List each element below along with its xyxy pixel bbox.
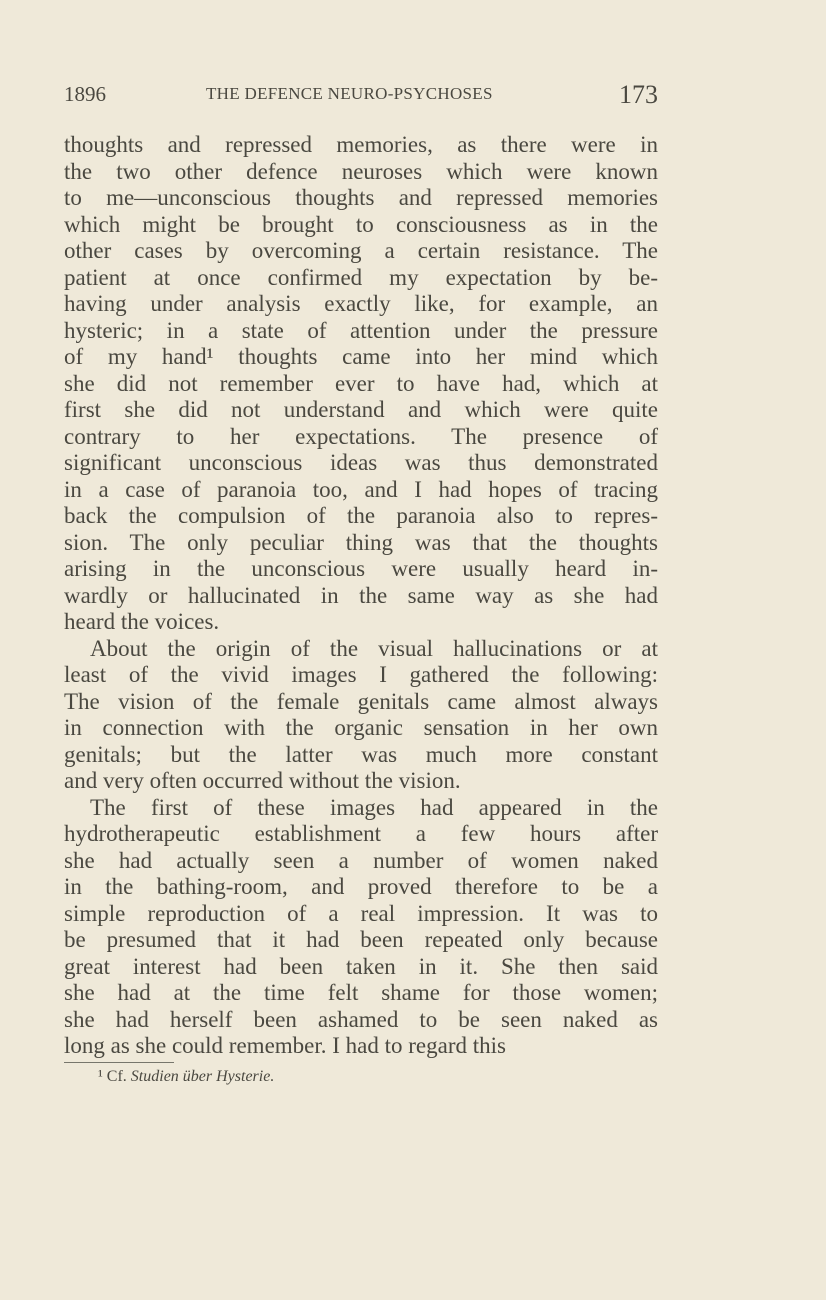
text-line: back the compulsion of the paranoia also to repres-	[64, 503, 658, 528]
text-line: be presumed that it had been repeated only because	[64, 927, 658, 952]
text-line: hydrotherapeutic establishment a few hours after	[64, 821, 658, 846]
text-line: The vision of the female genitals came almost always	[64, 688, 658, 714]
text-line: simple reproduction of a real impression. It was to	[64, 900, 658, 926]
text-line: which might be brought to consciousness as in the	[64, 211, 658, 237]
text-line: wardly or hallucinated in the same way as she had	[64, 582, 658, 608]
text-line: heard the voices.	[64, 609, 220, 634]
text-line: arising in the unconscious were usually heard in-	[64, 556, 658, 581]
text-line: the two other defence neuroses which were known	[64, 158, 658, 184]
text-line: she had at the time felt shame for those women;	[64, 980, 658, 1005]
text-line: contrary to her expectations. The presence of	[64, 423, 658, 449]
text-line: hysteric; in a state of attention under the pressure	[64, 317, 658, 343]
footnote-marker: ¹ Cf.	[98, 1068, 127, 1085]
text-line: thoughts and repressed memories, as there were in	[64, 132, 658, 157]
text-line: great interest had been taken in it. She then said	[64, 953, 658, 979]
text-line: first she did not understand and which were quite	[64, 397, 658, 422]
running-header	[64, 80, 658, 110]
text-line: she did not remember ever to have had, which at	[64, 370, 658, 396]
text-line: least of the vivid images I gathered the following:	[64, 662, 658, 687]
text-line: patient at once confirmed my expectation by be-	[64, 264, 658, 290]
text-line: long as she could remember. I had to regard this	[64, 1033, 506, 1058]
text-line: in a case of paranoia too, and I had hopes of tracing	[64, 476, 658, 502]
text-line: having under analysis exactly like, for example, an	[64, 291, 658, 316]
text-line: sion. The only peculiar thing was that the thoughts	[64, 529, 658, 555]
text-line: in the bathing-room, and proved therefore to be a	[64, 874, 658, 899]
text-line: she had herself been ashamed to be seen naked as	[64, 1006, 658, 1032]
body-text	[64, 132, 658, 1060]
text-line: of my hand¹ thoughts came into her mind which	[64, 344, 658, 369]
footnote-rule	[64, 1062, 174, 1063]
text-line: significant unconscious ideas was thus demonstrated	[64, 450, 658, 475]
header-title: THE DEFENCE NEURO-PSYCHOSES	[206, 84, 493, 103]
text-line: other cases by overcoming a certain resistance. The	[64, 238, 658, 263]
footnote	[98, 1068, 274, 1086]
footnote-text: Studien über Hysterie.	[130, 1068, 275, 1085]
text-line: she had actually seen a number of women naked	[64, 847, 658, 873]
page-number: 173	[619, 80, 658, 109]
text-line: and very often occurred without the vision.	[64, 768, 461, 793]
text-line: to me—unconscious thoughts and repressed memories	[64, 185, 658, 210]
text-line: in connection with the organic sensation in her own	[64, 715, 658, 740]
text-line: genitals; but the latter was much more constant	[64, 741, 658, 767]
header-year: 1896	[64, 82, 106, 106]
text-line: About the origin of the visual hallucinations or at	[90, 635, 658, 661]
text-line: The first of these images had appeared in the	[90, 794, 658, 820]
